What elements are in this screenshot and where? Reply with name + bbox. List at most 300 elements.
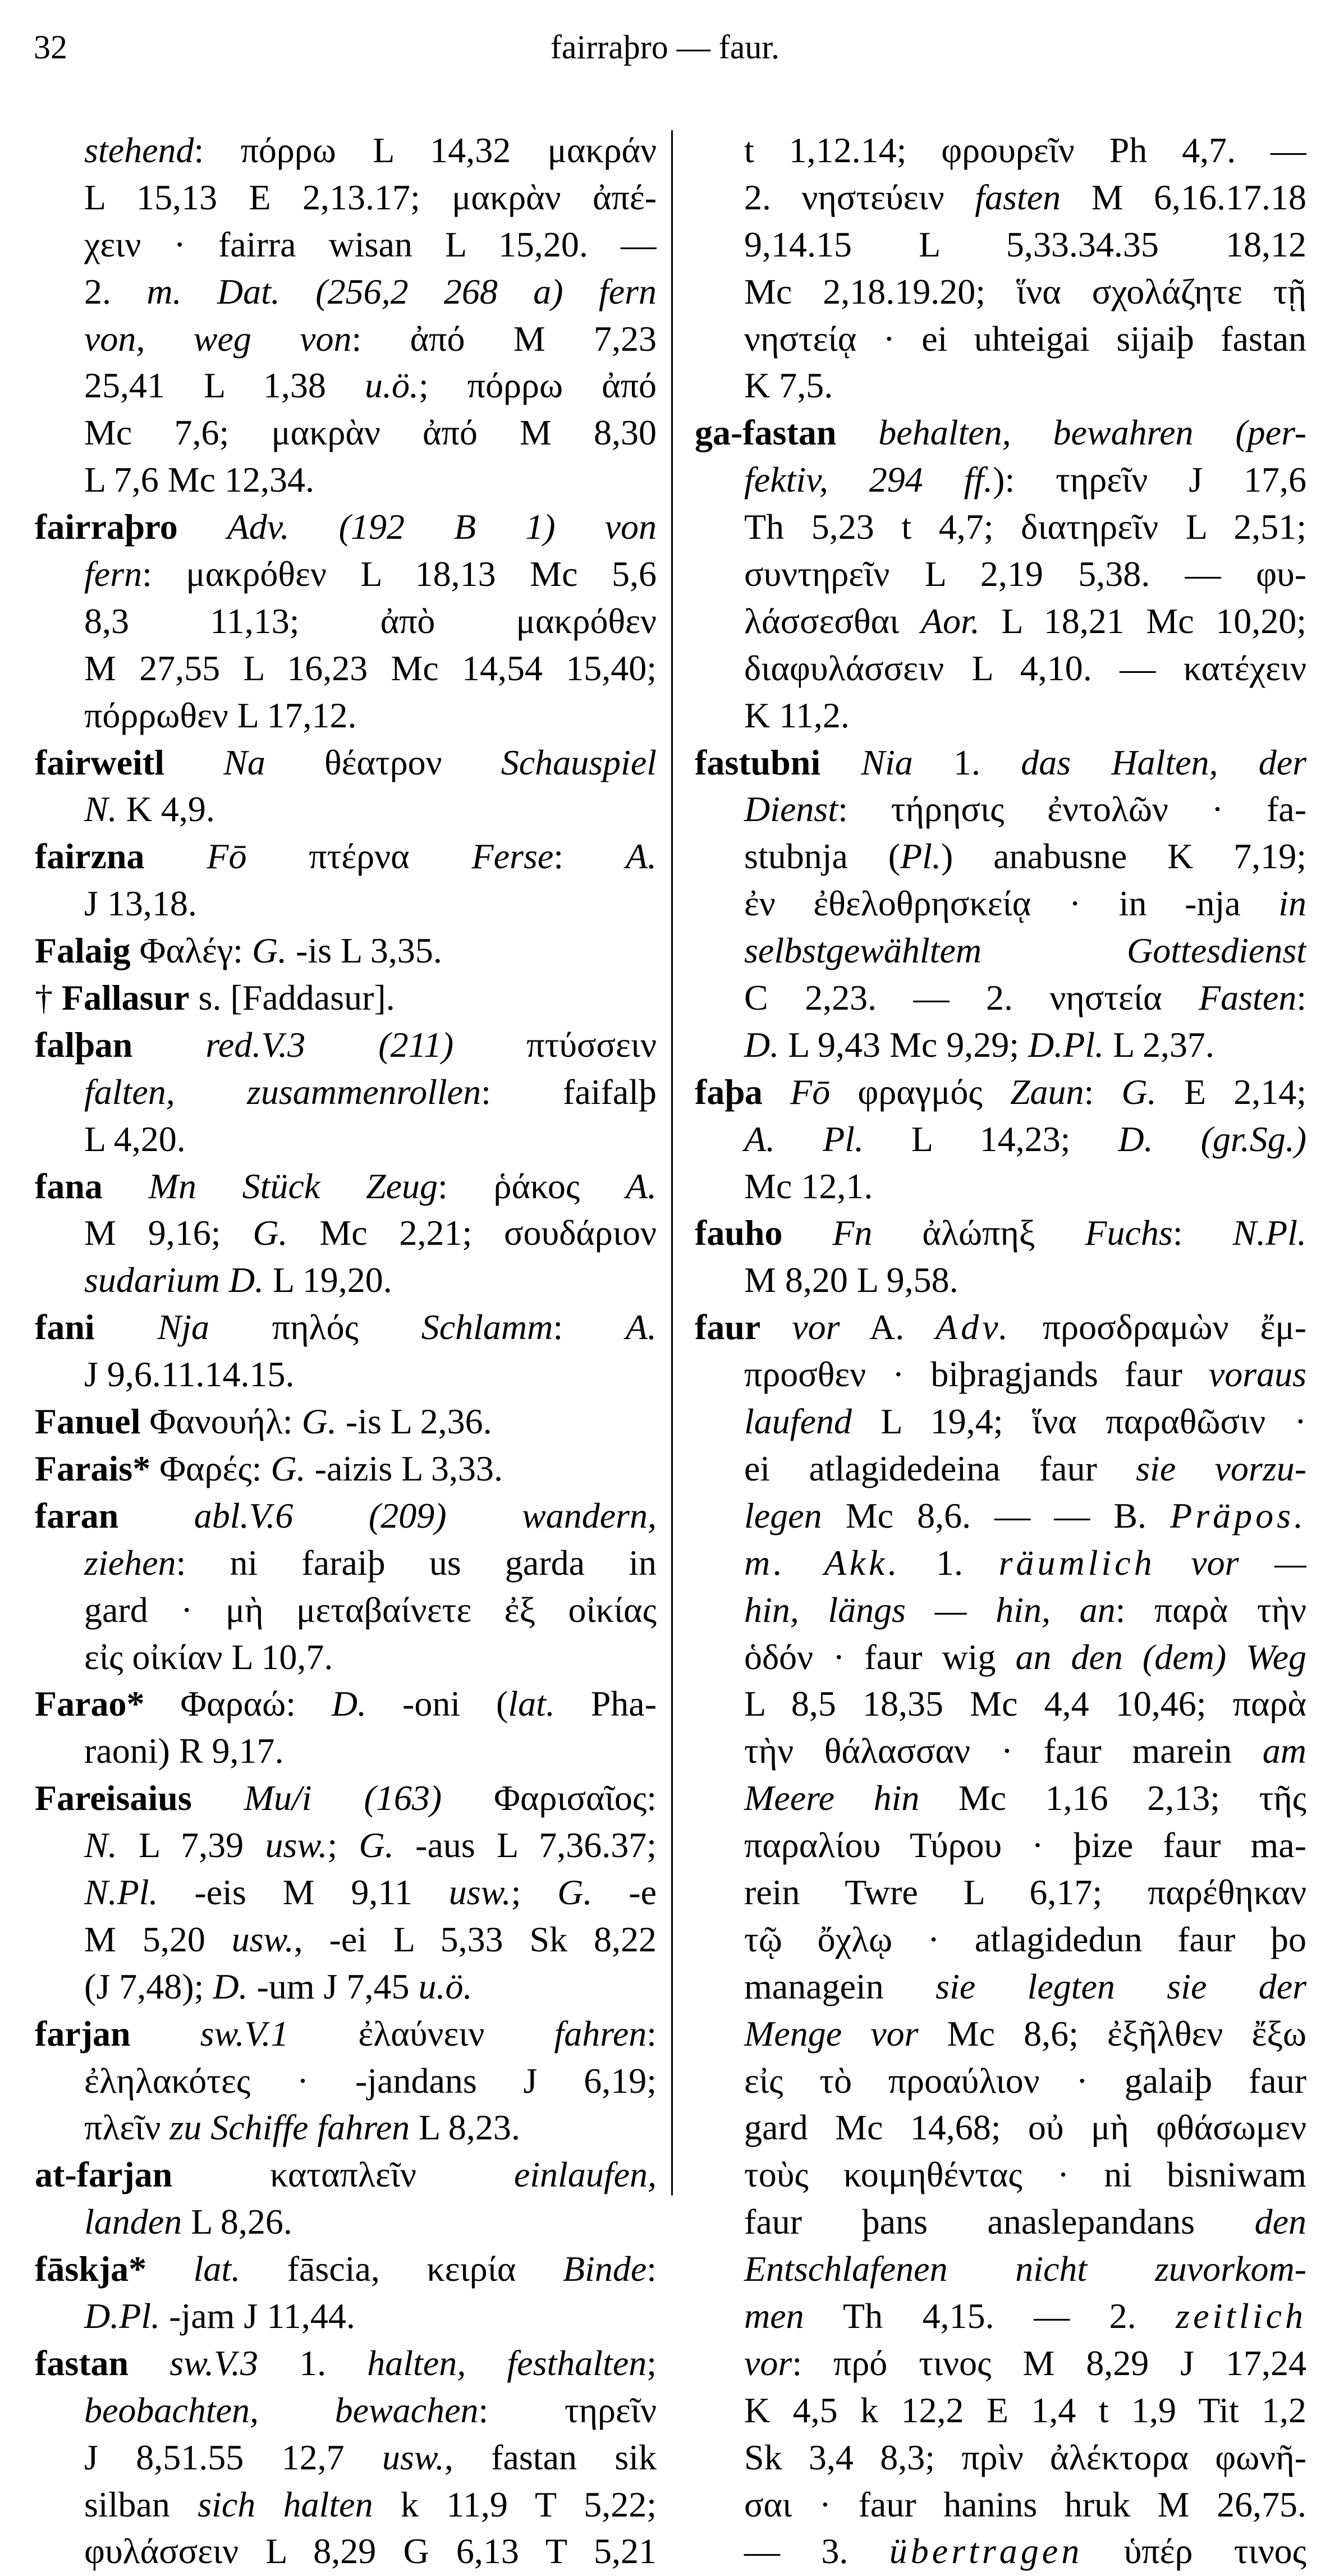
entry-line (35, 1964, 657, 2011)
entry-text: : παρὰ τὴν (1115, 1589, 1306, 1630)
entry-text: Φαρές: (150, 1448, 271, 1488)
entry-text: vor (792, 1307, 840, 1347)
headword: fastan (35, 2343, 129, 2383)
entry-line (695, 457, 1306, 505)
entry-headline (695, 1070, 1306, 1117)
entry-headline (695, 1305, 1306, 1352)
entry-text: fahren (554, 2013, 647, 2054)
entry-text: M 8,20 L 9,58. (744, 1260, 958, 1300)
entry-line (35, 2529, 657, 2576)
entry-line (35, 175, 657, 222)
entry-text: L 19,20. (264, 1260, 392, 1300)
entry-headline (35, 505, 657, 552)
entry-headline (35, 1681, 657, 1729)
entry-line (695, 2247, 1306, 2294)
entry-text: πτύσσειν (453, 1024, 657, 1065)
entry-text: , -ei L 5,33 Sk 8,22 (293, 1919, 657, 1959)
entry-text: zeitlich (1176, 2295, 1306, 2336)
entry-text: beobachten, bewachen (84, 2390, 479, 2430)
entry-line (695, 834, 1306, 881)
entry-text: Fō (790, 1071, 831, 1112)
entry-line (35, 1117, 657, 1164)
entry-headline (695, 410, 1306, 457)
entry-text: Menge vor (744, 2013, 919, 2054)
entry-text: ἐν ἐθελοθρησκείᾳ · in -nja (744, 883, 1279, 924)
headword: falþan (35, 1024, 133, 1065)
entry-text: -oni ( (366, 1684, 508, 1724)
entry-text: Th 5,23 t 4,7; διατηρεῖν L 2,51; (744, 507, 1306, 547)
entry-text: Fn (832, 1213, 873, 1253)
entry-text: N. (84, 1825, 117, 1865)
entry-text: A. (625, 1307, 657, 1347)
entry-text: πτέρνα (246, 836, 472, 877)
headword: faur (695, 1307, 761, 1347)
entry-line (695, 646, 1306, 693)
entry-text: fāscia, κειρία (240, 2249, 563, 2289)
entry-text: Mc 2,21; σουδάριον (287, 1213, 657, 1253)
entry-text: C 2,23. — 2. νηστεία (744, 978, 1199, 1018)
entry-headline (35, 2247, 657, 2294)
entry-headline (35, 1023, 657, 1070)
entry-text: k 11,9 T 5,22; (373, 2484, 657, 2524)
headword: Fareisaius (35, 1778, 192, 1818)
entry-headline (35, 1493, 657, 1541)
entry-text: lat. (193, 2249, 241, 2289)
entry-text: M 27,55 L 16,23 Mc 14,54 15,40; (84, 648, 657, 688)
entry-text: (192 B 1) von (338, 507, 657, 547)
entry-text: N. (84, 789, 117, 829)
entry-line (35, 1729, 657, 1776)
entry-line (35, 2435, 657, 2482)
entry-text: λάσσεσθαι (744, 601, 921, 641)
entry-text: Meere hin (744, 1778, 920, 1818)
entry-text: fektiv, 294 ff. (744, 460, 993, 500)
entry-text: das Halten, der (1021, 742, 1306, 782)
entry-text: von, weg von (84, 318, 352, 359)
entry-text: K 4,9. (117, 789, 215, 829)
entry-text: προσθεν · biþragjands faur (744, 1354, 1209, 1395)
entry-line (695, 2105, 1306, 2152)
entry-text: G. (251, 931, 287, 971)
entry-text: Φαρισαῖος: (442, 1778, 657, 1818)
entry-text: lat. (508, 1684, 555, 1724)
entry-text: D.Pl. (84, 2295, 160, 2336)
entry-text: -e (592, 1872, 657, 1912)
entry-text: Dienst (744, 789, 838, 829)
headword: Farais* (35, 1448, 151, 1488)
entry-line (695, 1023, 1306, 1070)
entry-line (695, 363, 1306, 410)
entry-text: 2. νηστεύειν (744, 177, 975, 217)
headword: fana (35, 1166, 103, 1206)
entry-text: Entschlafenen nicht zuvorkom- (744, 2249, 1306, 2289)
entry-text: — 3. (744, 2531, 889, 2572)
headword: Falaig (35, 931, 131, 971)
entry-text: an den (dem) Weg (1015, 1637, 1306, 1677)
entry-text: Binde (562, 2249, 647, 2289)
entry-line (695, 1729, 1306, 1776)
entry-text: L 9,43 Mc 9,29; (779, 1024, 1029, 1065)
entry-text: Schauspiel (501, 742, 657, 782)
entry-text: L 19,4; ἵνα παραθῶσιν · (851, 1401, 1306, 1442)
entry-text: : (646, 2249, 657, 2289)
entry-text: -is L 2,36. (336, 1401, 492, 1442)
entry-headline (35, 1776, 657, 1823)
entry-text: παραλίου Τύρου · þize faur ma- (744, 1825, 1306, 1865)
entry-text: D. (744, 1024, 779, 1065)
entry-text: Fō (207, 836, 247, 877)
entry-text (178, 507, 227, 547)
entry-text: : τηρεῖν (478, 2390, 657, 2430)
entry-text: -aus L 7,36.37; (393, 1825, 657, 1865)
entry-text: t 1,12.14; φρουρεῖν Ph 4,7. — (744, 130, 1306, 170)
entry-text: ) anabusne K 7,19; (941, 836, 1306, 877)
entry-text: Aor. (920, 601, 980, 641)
entry-text: : (1172, 1213, 1233, 1253)
entry-text: χειν · fairra wisan L 15,20. — (84, 224, 657, 264)
entry-line (695, 1493, 1306, 1541)
entry-line (35, 363, 657, 410)
entry-line (695, 222, 1306, 269)
entry-text: ; (327, 1825, 359, 1865)
entry-text: einlaufen, (513, 2155, 657, 2195)
entry-text: zu Schiffe fahren (169, 2107, 410, 2148)
entry-text: m. Dat. (146, 271, 280, 311)
entry-text: silban (84, 2484, 198, 2524)
entry-text: behalten, bewahren (per- (878, 412, 1306, 453)
entry-text: den (1254, 2202, 1306, 2242)
entry-text: red.V.3 (211) (205, 1024, 454, 1065)
headword: fairzna (35, 836, 145, 877)
entry-text: K 11,2. (744, 695, 850, 735)
entry-headline (35, 834, 657, 881)
headword: fastubni (695, 742, 821, 782)
entry-text: gard Mc 14,68; οὐ μὴ φθάσωμεν (744, 2107, 1306, 2148)
headword: farjan (35, 2013, 131, 2054)
entry-text: τῷ ὄχλῳ · atlagidedun faur þo (744, 1919, 1306, 1959)
entry-line (695, 1870, 1306, 1917)
entry-text (118, 1496, 194, 1535)
entry-text: M 6,16.17.18 (1061, 177, 1306, 217)
entry-line (35, 222, 657, 269)
entry-text: Adv. (935, 1307, 1011, 1347)
entry-text: καταπλεῖν (172, 2155, 514, 2195)
entry-text: D. (331, 1684, 367, 1724)
entry-line (695, 1964, 1306, 2011)
entry-text: M 5,20 (84, 1919, 232, 1959)
entry-text: selbstgewähltem Gottesdienst (744, 931, 1306, 971)
entry-text: Φαλέγ: (130, 931, 252, 971)
entry-text: ὁδόν · faur wig (744, 1637, 1016, 1677)
entry-text: πόρρωθεν L 17,12. (84, 695, 357, 735)
entry-text: D. (213, 1966, 248, 2006)
entry-line (695, 1446, 1306, 1493)
entry-text: , fastan sik (444, 2437, 657, 2477)
entry-text: νηστείᾳ · ei uhteigai sijaiþ fastan (744, 318, 1306, 359)
entry-text (1153, 1119, 1201, 1159)
entry-text: 1. (900, 1542, 999, 1583)
entry-text: ei atlagidedeina faur (744, 1448, 1136, 1488)
entry-line (35, 410, 657, 457)
entry-text (145, 836, 207, 876)
entry-text: : (1296, 978, 1306, 1018)
entry-text: sie legten sie der (935, 1966, 1306, 2006)
entry-text: abl.V.6 (209) wandern, (194, 1495, 657, 1535)
headword: fāskja* (35, 2249, 147, 2289)
entry-text: : (1084, 1071, 1122, 1112)
entry-text: 8,3 11,13; ἀπὸ μακρόθεν (84, 601, 657, 641)
entry-line (695, 2435, 1306, 2482)
entry-text (132, 1025, 205, 1065)
entry-line (695, 1258, 1306, 1305)
headword: faran (35, 1495, 119, 1535)
entry-line (35, 1870, 657, 1917)
entry-text: L 7,6 Mc 12,34. (84, 460, 315, 500)
entry-text: 25,41 L 1,38 (84, 365, 365, 406)
entry-text: Mc 8,6. — — B. (822, 1495, 1171, 1535)
entry-headline (35, 975, 657, 1023)
entry-text: L 7,39 (117, 1825, 265, 1865)
entry-text: πηλός (209, 1307, 421, 1347)
entry-text: 2. (84, 271, 147, 311)
entry-line (695, 317, 1306, 364)
entry-text: L 18,21 Mc 10,20; (979, 601, 1306, 641)
entry-text (763, 1072, 790, 1112)
entry-text: : (553, 1307, 626, 1347)
entry-line (35, 693, 657, 740)
entry-headline (35, 2341, 657, 2388)
entry-line (35, 1541, 657, 1588)
entry-text: † (35, 978, 62, 1018)
entry-text: usw. (265, 1825, 328, 1865)
entry-text: usw. (448, 1872, 511, 1912)
entry-text: u.ö. (418, 1966, 473, 2006)
entry-text: 1. (258, 2343, 368, 2383)
headword: ga-fastan (695, 412, 837, 453)
entry-text: legen (744, 1495, 822, 1535)
entry-text: : πόρρω L 14,32 μακράν (194, 130, 657, 170)
entry-line (695, 1541, 1306, 1588)
headword: fairweitl (35, 742, 164, 782)
entry-text: Th 4,15. — 2. (804, 2295, 1176, 2336)
entry-line (695, 128, 1306, 175)
entry-line (695, 269, 1306, 317)
entry-text: : (553, 836, 626, 877)
entry-text: (J 7,48); (84, 1966, 213, 2006)
entry-text: : faifalþ (481, 1071, 657, 1112)
entry-line (695, 881, 1306, 928)
headword: Fanuel (35, 1401, 141, 1442)
entry-text: vor — (1191, 1542, 1306, 1583)
entry-text: Mn Stück Zeug (148, 1166, 438, 1206)
entry-text: Sk 3,4 8,3; πρὶν ἀλέκτορα φωνῆ- (744, 2437, 1306, 2477)
entry-text: φυλάσσειν L 8,29 G 6,13 T 5,21 (84, 2531, 657, 2572)
entry-text: L 4,20. (84, 1119, 186, 1159)
entry-text: προσδραμὼν ἔμ- (1011, 1307, 1306, 1347)
entry-text: laufend (744, 1401, 852, 1442)
entry-text: ; πόρρω ἀπό (418, 365, 657, 406)
entry-text: m. Akk. (744, 1542, 901, 1583)
entry-text: stehend (84, 130, 194, 170)
entry-line (695, 1823, 1306, 1870)
entry-text: A. Pl. (744, 1119, 864, 1159)
entry-text: ): τηρεῖν J 17,6 (993, 460, 1306, 500)
entry-line (35, 2482, 657, 2529)
running-head: fairraþro — faur. (550, 29, 780, 66)
entry-text: G. (359, 1825, 394, 1865)
entry-text: G. (301, 1401, 337, 1442)
entry-text: E 2,14; (1156, 1071, 1306, 1112)
entry-text: τοὺς κοιμηθέντας · ni bisniwam (744, 2155, 1306, 2195)
entry-line (695, 1352, 1306, 1399)
entry-text: -jam J 11,44. (160, 2295, 355, 2336)
entry-text: halten, festhalten (367, 2343, 647, 2383)
entry-text: K 7,5. (744, 365, 833, 406)
entry-text: ἀλώπηξ (872, 1213, 1085, 1253)
entry-text: L 8,5 18,35 Mc 4,4 10,46; παρὰ (744, 1684, 1306, 1724)
entry-headline (35, 1164, 657, 1211)
entry-line (695, 175, 1306, 222)
entry-text: G. (1121, 1071, 1157, 1112)
entry-line (35, 1823, 657, 1870)
entry-text (129, 2343, 169, 2383)
dictionary-column-right (695, 128, 1306, 2576)
entry-text (131, 2014, 200, 2054)
entry-text: vor (744, 2343, 792, 2383)
entry-text: : ἀπό M 7,23 (351, 318, 657, 359)
entry-text: πλεῖν (84, 2107, 170, 2148)
entry-text: Mc 7,6; μακρὰν ἀπό M 8,30 (84, 412, 657, 453)
entry-text: L 14,23; (863, 1119, 1118, 1159)
headword: at-farjan (35, 2155, 173, 2195)
entry-text: usw. (382, 2437, 444, 2477)
headword: fauho (695, 1213, 783, 1253)
entry-text: Φανουήλ: (140, 1401, 302, 1442)
entry-text: sich halten (198, 2484, 373, 2524)
entry-line (695, 2199, 1306, 2247)
entry-line (695, 975, 1306, 1023)
entry-text (836, 412, 878, 452)
entry-text: sie vorzu- (1136, 1448, 1306, 1488)
entry-line (35, 2199, 657, 2247)
entry-text: übertragen (889, 2531, 1083, 2572)
entry-headline (35, 2011, 657, 2059)
entry-text: : ῥάκος (438, 1166, 626, 1206)
entry-line (695, 1681, 1306, 1729)
entry-text: διαφυλάσσειν L 4,10. — κατέχειν (744, 648, 1306, 688)
column-divider (671, 130, 673, 2195)
entry-text: A. (840, 1307, 936, 1347)
entry-line (35, 1352, 657, 1399)
entry-text: N.Pl. (84, 1872, 158, 1912)
entry-text: -is L 3,35. (287, 931, 442, 971)
entry-line (35, 881, 657, 928)
entry-text: sw.V.1 (200, 2013, 289, 2054)
page-number: 32 (34, 29, 67, 66)
entry-headline (35, 1446, 657, 1493)
dictionary-column-left (35, 128, 657, 2576)
entry-text: Nja (157, 1307, 209, 1347)
entry-text: (gr.Sg.) (1200, 1119, 1306, 1159)
entry-line (35, 2105, 657, 2152)
entry-text: εἰς τὸ προαύλιον · galaiþ faur (744, 2060, 1306, 2101)
entry-line (695, 1635, 1306, 1682)
entry-line (35, 269, 657, 317)
entry-text: ziehen (84, 1542, 176, 1583)
entry-text: : ni faraiþ us garda in (176, 1542, 657, 1583)
entry-headline (695, 1211, 1306, 1258)
entry-text: G. (557, 1872, 593, 1912)
entry-line (695, 787, 1306, 834)
entry-line (695, 2059, 1306, 2106)
entry-text: landen (84, 2202, 182, 2242)
entry-text: J 8,51.55 12,7 (84, 2437, 382, 2477)
entry-line (695, 2294, 1306, 2341)
entry-text: D. (1118, 1119, 1153, 1159)
entry-text: L 2,37. (1104, 1024, 1214, 1065)
entry-line (35, 128, 657, 175)
entry-line (35, 317, 657, 364)
entry-line (35, 1070, 657, 1117)
entry-line (695, 1117, 1306, 1164)
headword: fairraþro (35, 507, 178, 547)
entry-text (164, 742, 223, 782)
entry-text: : πρό τινος M 8,29 J 17,24 (792, 2343, 1306, 2383)
entry-text: J 13,18. (84, 883, 197, 924)
entry-text: Adv. (227, 507, 290, 547)
entry-line (695, 1588, 1306, 1635)
entry-text: φραγμός (830, 1071, 1010, 1112)
entry-text: : τήρησις ἐντολῶν · fa- (838, 789, 1306, 829)
entry-text: am (1262, 1731, 1306, 1771)
entry-text: ἐλαύνειν (288, 2013, 554, 2054)
entry-headline (35, 2152, 657, 2199)
entry-text: u.ö. (364, 365, 419, 406)
entry-line (35, 457, 657, 505)
entry-text: A. (625, 836, 657, 877)
entry-text: σαι · faur hanins hruk M 26,75. (744, 2484, 1306, 2524)
entry-text: Mu/i (163) (244, 1778, 442, 1818)
entry-text: συντηρεῖν L 2,19 5,38. — φυ- (744, 554, 1306, 594)
entry-line (35, 1588, 657, 1635)
entry-text: -um J 7,45 (247, 1966, 419, 2006)
entry-text: 9,14.15 L 5,33.34.35 18,12 (744, 224, 1306, 264)
entry-line (695, 1399, 1306, 1446)
entry-text: Nia (861, 742, 913, 782)
entry-headline (35, 1399, 657, 1446)
entry-line (35, 599, 657, 646)
entry-line (695, 1776, 1306, 1823)
entry-headline (35, 1305, 657, 1352)
entry-text: faur þans anaslepandans (744, 2202, 1255, 2242)
entry-text (820, 742, 861, 782)
entry-line (695, 1164, 1306, 1211)
entry-text: räumlich (998, 1542, 1155, 1583)
entry-text: s. [Faddasur]. (189, 978, 395, 1018)
entry-text: D.Pl. (1028, 1024, 1104, 1065)
entry-text (783, 1213, 833, 1253)
entry-text: hin, längs — hin, an (744, 1589, 1116, 1630)
entry-text: (256,2 268 a) fern (315, 271, 657, 311)
entry-line (695, 599, 1306, 646)
entry-text: managein (744, 1966, 936, 2006)
entry-text: L 15,13 E 2,13.17; μακρὰν ἀπέ- (84, 177, 657, 217)
entry-text: J 9,6.11.14.15. (84, 1354, 295, 1395)
entry-text: men (744, 2295, 804, 2336)
entry-text: L 8,26. (182, 2202, 292, 2242)
entry-line (695, 2388, 1306, 2435)
entry-text: in (1278, 883, 1306, 924)
